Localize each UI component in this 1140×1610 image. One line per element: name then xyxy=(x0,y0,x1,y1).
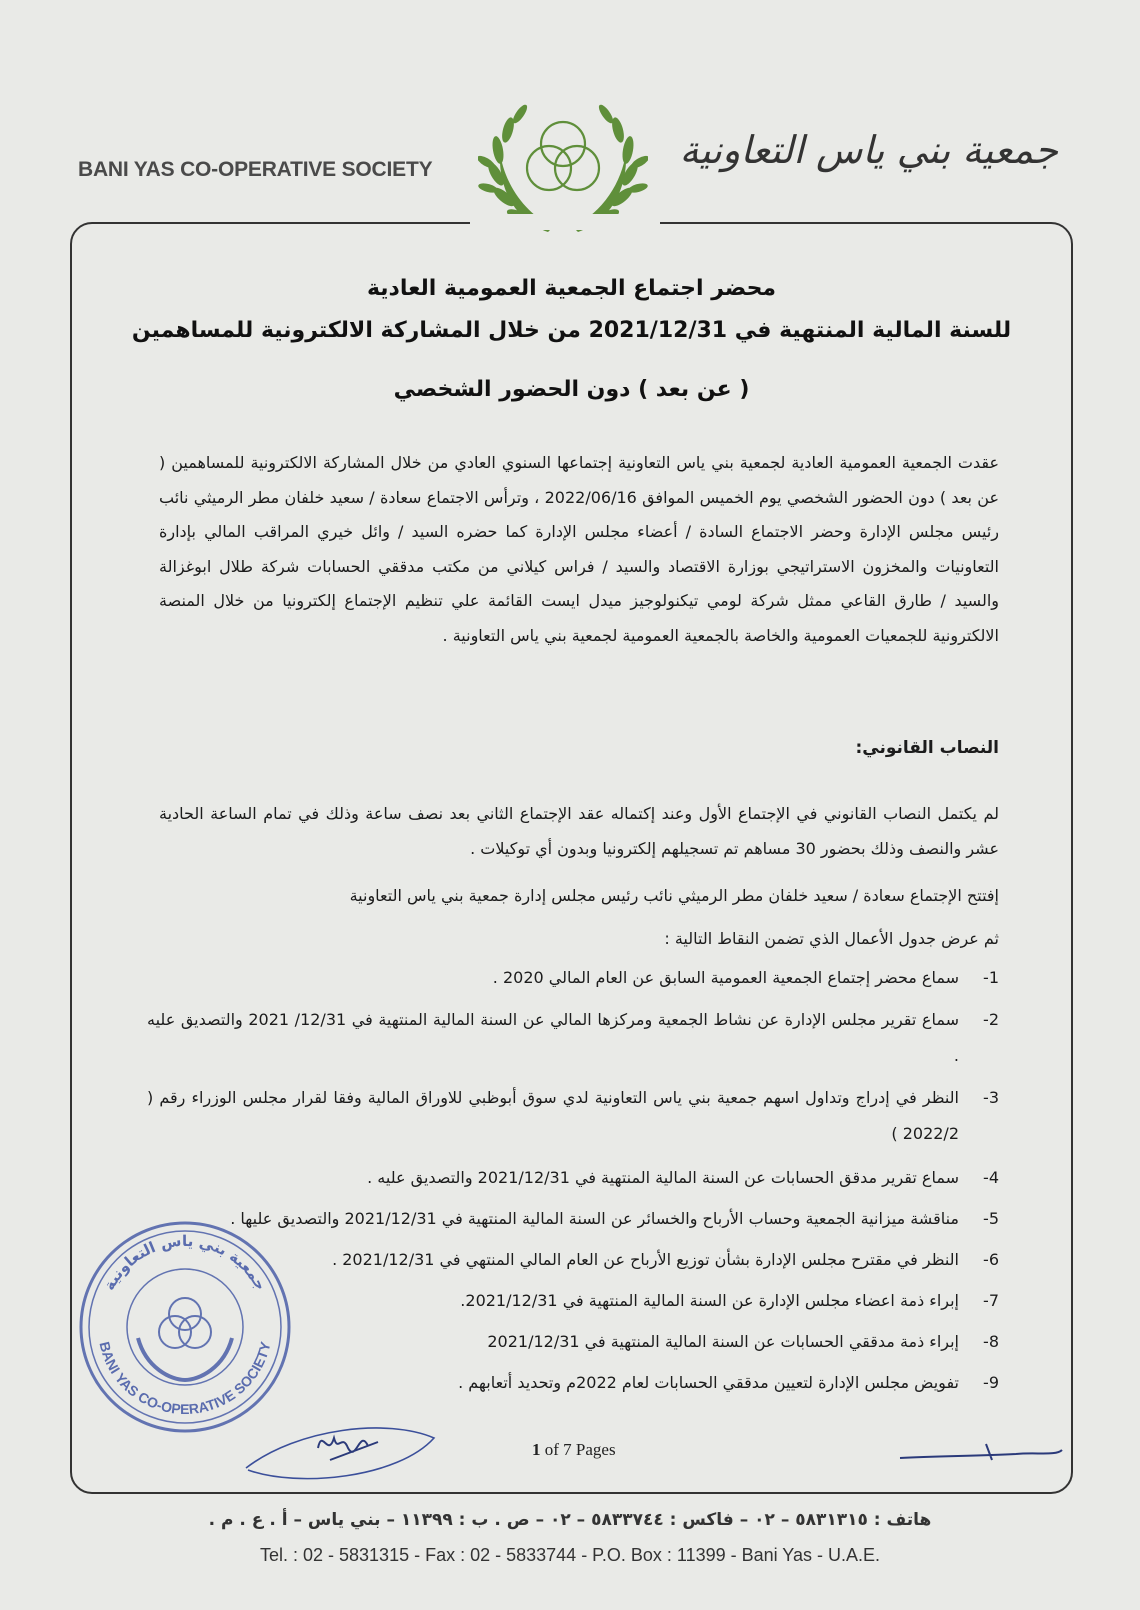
agenda-text: تفويض مجلس الإدارة لتعيين مدققي الحسابات لعام 2022م وتحديد أتعابهم . xyxy=(458,1373,959,1392)
agenda-text: سماع تقرير مدقق الحسابات عن السنة المالية المنتهية في 2021/12/31 والتصديق عليه . xyxy=(367,1168,959,1187)
agenda-intro: ثم عرض جدول الأعمال الذي تضمن النقاط التالية : xyxy=(664,929,999,948)
list-item xyxy=(147,1080,999,1152)
agenda-number: 6- xyxy=(983,1250,999,1269)
list-item xyxy=(147,1160,999,1196)
agenda-text: النظر في مقترح مجلس الإدارة بشأن توزيع الأرباح عن العام المالي المنتهي في 2021/12/31 . xyxy=(332,1250,959,1269)
agenda-number: 3- xyxy=(983,1088,999,1107)
agenda-text: سماع محضر إجتماع الجمعية العمومية السابق عن العام المالي 2020 . xyxy=(492,968,959,987)
quorum-heading: النصاب القانوني: xyxy=(855,738,999,758)
list-item xyxy=(147,1002,999,1074)
document-subtitle-2: ( عن بعد ) دون الحضور الشخصي xyxy=(393,377,750,402)
stamp-arabic-text: جمعية بني ياس التعاونية xyxy=(99,1231,271,1294)
list-item xyxy=(147,960,999,996)
footer-contact-english: Tel. : 02 - 5831315 - Fax : 02 - 5833744 - P.O. Box : 11399 - Bani Yas - U.A.E. xyxy=(259,1545,880,1565)
page-total: of 7 Pages xyxy=(544,1440,616,1459)
page-current: 1 xyxy=(532,1440,541,1459)
footer-contact-arabic: هاتف : ٥٨٣١٣١٥ – ٠٢ – فاكس : ٥٨٣٣٧٤٤ – ٠٢ – ص . ب : ١١٣٩٩ – بني ياس – أ . ع . م . xyxy=(208,1510,932,1530)
document-title: محضر اجتماع الجمعية العمومية العادية xyxy=(366,276,777,301)
agenda-number: 4- xyxy=(983,1168,999,1187)
agenda-number: 2- xyxy=(983,1010,999,1029)
agenda-number: 5- xyxy=(983,1209,999,1228)
brand-name-english: BANI YAS CO-OPERATIVE SOCIETY xyxy=(78,158,433,181)
agenda-text: مناقشة ميزانية الجمعية وحساب الأرباح والخسائر عن السنة المالية المنتهية في 2021/12/31 والتصديق عليها . xyxy=(230,1209,959,1228)
initials-icon xyxy=(896,1440,1066,1470)
signature-icon xyxy=(238,1408,438,1488)
quorum-paragraph: لم يكتمل النصاب القانوني في الإجتماع الأول وعند إكتماله عقد الإجتماع الثاني بعد نصف ساعة وذلك في تمام الساعة الحادية عشر والنصف وذلك بحضور 30 مساهم تم تسجيلهم إلكترونيا وبدون أي توكيلات . xyxy=(159,804,999,858)
agenda-text: إبراء ذمة مدققي الحسابات عن السنة المالية المنتهية في 2021/12/31 xyxy=(487,1332,959,1351)
agenda-number: 7- xyxy=(983,1291,999,1310)
agenda-number: 1- xyxy=(983,968,999,987)
page-indicator xyxy=(532,1440,616,1460)
agenda-text: النظر في إدراج وتداول اسهم جمعية بني ياس التعاونية لدي سوق أبوظبي للاوراق المالية وفقا لقرار مجلس الوزراء رقم ( 2022/2 ) xyxy=(147,1088,959,1143)
agenda-number: 8- xyxy=(983,1332,999,1351)
intro-paragraph: عقدت الجمعية العمومية العادية لجمعية بني ياس التعاونية إجتماعها السنوي العادي من خلال المشاركة الالكترونية للمساهمين ( عن بعد ) دون الحضور الشخصي يوم الخميس الموافق 2022/06/16 ، وترأس الاجتماع سعادة / سعيد خلفان مطر الرميثي نائب رئيس مجلس الإدارة وحضر الاجتماع السادة / أعضاء مجلس الإدارة كما حضره السيد / وائل خيري المراقب المالي بإدارة التعاونيات والمخزون الاستراتيجي بوزارة الاقتصاد والسيد / فراس كيلاني من مكتب مدققي الحسابات شركة طلال ابوغزالة والسيد / طارق القاعي ممثل شركة لومي تيكنولوجيز ميدل ايست القائمة علي تنظيم الإجتماع إلكترونيا من خلال المنصة الالكترونية للجمعيات العمومية والخاصة بالجمعية العمومية لجمعية بني ياس التعاونية . xyxy=(159,453,999,645)
frame-gap xyxy=(470,214,660,230)
document-subtitle: للسنة المالية المنتهية في 2021/12/31 من خلال المشاركة الالكترونية للمساهمين xyxy=(131,318,1012,343)
agenda-text: سماع تقرير مجلس الإدارة عن نشاط الجمعية ومركزها المالي عن السنة المالية المنتهية في 12/31/ 2021 والتصديق عليه . xyxy=(147,1010,959,1065)
opening-line: إفتتح الإجتماع سعادة / سعيد خلفان مطر الرميثي نائب رئيس مجلس إدارة جمعية بني ياس التعاونية xyxy=(349,886,999,905)
agenda-number: 9- xyxy=(983,1373,999,1392)
brand-name-arabic: جمعية بني ياس التعاونية xyxy=(679,128,1058,172)
stamp-english-text: BANI YAS CO-OPERATIVE SOCIETY xyxy=(96,1340,274,1418)
society-stamp-icon xyxy=(76,1218,294,1436)
agenda-text: إبراء ذمة اعضاء مجلس الإدارة عن السنة المالية المنتهية في 2021/12/31. xyxy=(460,1291,959,1310)
